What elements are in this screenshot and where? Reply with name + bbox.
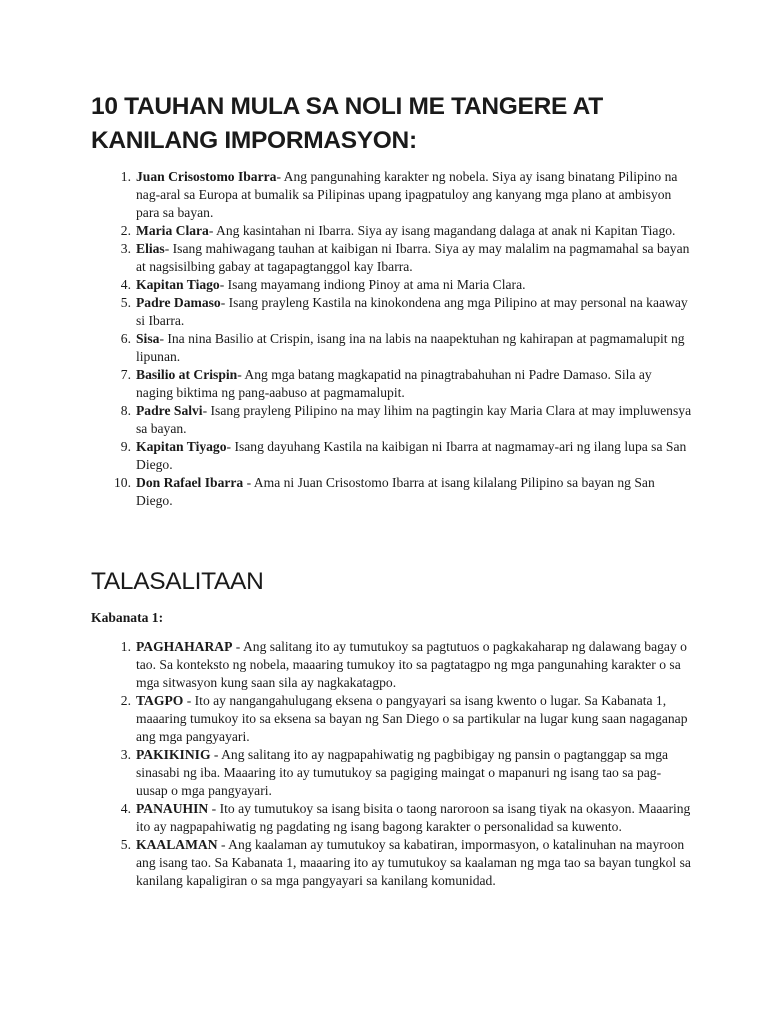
- item-number: 3.: [120, 241, 131, 256]
- item-number: 1.: [120, 639, 131, 654]
- character-name: Elias: [136, 241, 165, 256]
- character-description: - Ang kasintahan ni Ibarra. Siya ay isang magandang dalaga at anak ni Kapitan Tiago.: [208, 223, 676, 238]
- item-number: 6.: [120, 331, 131, 346]
- vocabulary-term: PAKIKINIG: [136, 747, 211, 762]
- character-name: Padre Salvi: [136, 403, 203, 418]
- item-number: 2.: [120, 693, 131, 708]
- character-name: Sisa: [136, 331, 160, 346]
- term-definition: - Ang kaalaman ay tumutukoy sa kabatiran, impormasyon, o katalinuhan na mayroon ang isang tao. Sa Kabanata 1, maaaring ito ay tumutukoy sa kaalaman ng mga tao sa bayan tungkol sa kanilang kapaligiran o sa mga pangyayari sa kanilang komunidad.: [136, 837, 691, 888]
- character-name: Kapitan Tiyago: [136, 439, 227, 454]
- list-item: [120, 240, 692, 276]
- list-item: [120, 638, 692, 692]
- character-name: Padre Damaso: [136, 295, 221, 310]
- character-description: - Isang dayuhang Kastila na kaibigan ni Ibarra at nagmamay-ari ng ilang lupa sa San Diego.: [136, 439, 687, 472]
- section-title: TALASALITAAN: [91, 568, 264, 595]
- item-number: 3.: [120, 747, 131, 762]
- list-item: [120, 438, 692, 474]
- vocabulary-term: TAGPO: [136, 693, 184, 708]
- character-name: Kapitan Tiago: [136, 277, 220, 292]
- list-item: [120, 836, 692, 890]
- list-item: [120, 366, 692, 402]
- vocabulary-term: PAGHAHARAP: [136, 639, 233, 654]
- character-description: - Isang mayamang indiong Pinoy at ama ni Maria Clara.: [219, 277, 526, 292]
- item-number: 4.: [120, 277, 131, 292]
- character-description: - Ang pangunahing karakter ng nobela. Siya ay isang binatang Pilipino na nag-aral sa Europa at bumalik sa Pilipinas upang ipagpatuloy ang kanyang mga plano at ambisyon para sa bayan.: [136, 169, 678, 220]
- term-definition: - Ang salitang ito ay tumutukoy sa pagtutuos o pagkakaharap ng dalawang bagay o tao. Sa konteksto ng nobela, maaaring tumukoy ito sa pagtatagpo ng mga pangunahing karakter o sa mga sitwasyon kung saan sila ay nagkakatagpo.: [136, 639, 687, 690]
- vocabulary-term: KAALAMAN: [136, 837, 218, 852]
- character-list: [114, 168, 692, 510]
- item-number: 1.: [120, 169, 131, 184]
- list-item: [114, 474, 692, 510]
- character-name: Basilio at Crispin: [136, 367, 238, 382]
- list-item: [120, 330, 692, 366]
- item-number: 7.: [120, 367, 131, 382]
- character-name: Juan Crisostomo Ibarra: [136, 169, 277, 184]
- term-definition: - Ito ay nangangahulugang eksena o pangyayari sa isang kwento o lugar. Sa Kabanata 1, maaaring tumukoy ito sa eksena sa bayan ng San Diego o sa partikular na lugar kung saan nagaganap ang mga pangyayari.: [136, 693, 688, 744]
- term-definition: - Ito ay tumutukoy sa isang bisita o taong naroroon sa isang tiyak na okasyon. Maaaring ito ay nagpapahiwatig ng pagdating ng isang bagong karakter o personalidad sa kuwento.: [136, 801, 691, 834]
- list-item: [120, 746, 692, 800]
- character-description: - Isang prayleng Pilipino na may lihim na pagtingin kay Maria Clara at may impluwensya sa bayan.: [136, 403, 692, 436]
- character-description: - Ama ni Juan Crisostomo Ibarra at isang kilalang Pilipino sa bayan ng San Diego.: [136, 475, 655, 508]
- list-item: [120, 402, 692, 438]
- item-number: 2.: [120, 223, 131, 238]
- vocabulary-list: [120, 638, 692, 890]
- page-title: 10 TAUHAN MULA SA NOLI ME TANGERE AT KANILANG IMPORMASYON:: [91, 93, 603, 154]
- list-item: [120, 294, 692, 330]
- character-description: - Isang prayleng Kastila na kinokondena ang mga Pilipino at may personal na kaaway si Ibarra.: [136, 295, 688, 328]
- list-item: [120, 222, 692, 240]
- vocabulary-term: PANAUHIN: [136, 801, 209, 816]
- list-item: [120, 168, 692, 222]
- list-item: [120, 692, 692, 746]
- item-number: 5.: [120, 295, 131, 310]
- item-number: 8.: [120, 403, 131, 418]
- list-item: [120, 276, 692, 294]
- character-name: Maria Clara: [136, 223, 209, 238]
- character-description: - Isang mahiwagang tauhan at kaibigan ni Ibarra. Siya ay may malalim na pagmamahal sa bayan at nagsisilbing gabay at tagapagtanggol kay Ibarra.: [136, 241, 690, 274]
- list-item: [120, 800, 692, 836]
- item-number: 10.: [114, 475, 131, 490]
- item-number: 9.: [120, 439, 131, 454]
- term-definition: - Ang salitang ito ay nagpapahiwatig ng pagbibigay ng pansin o pagtanggap sa mga sinasabi ng iba. Maaaring ito ay tumutukoy sa pagiging maingat o mapanuri ng isang tao sa pag-uusap o mga pangyayari.: [136, 747, 669, 798]
- item-number: 5.: [120, 837, 131, 852]
- item-number: 4.: [120, 801, 131, 816]
- character-name: Don Rafael Ibarra: [136, 475, 244, 490]
- character-description: - Ang mga batang magkapatid na pinagtrabahuhan ni Padre Damaso. Sila ay naging biktima ng pang-aabuso at pagmamalupit.: [136, 367, 652, 400]
- subheading: Kabanata 1:: [91, 610, 164, 625]
- character-description: - Ina nina Basilio at Crispin, isang ina na labis na naapektuhan ng kahirapan at pagmamalupit ng lipunan.: [136, 331, 685, 364]
